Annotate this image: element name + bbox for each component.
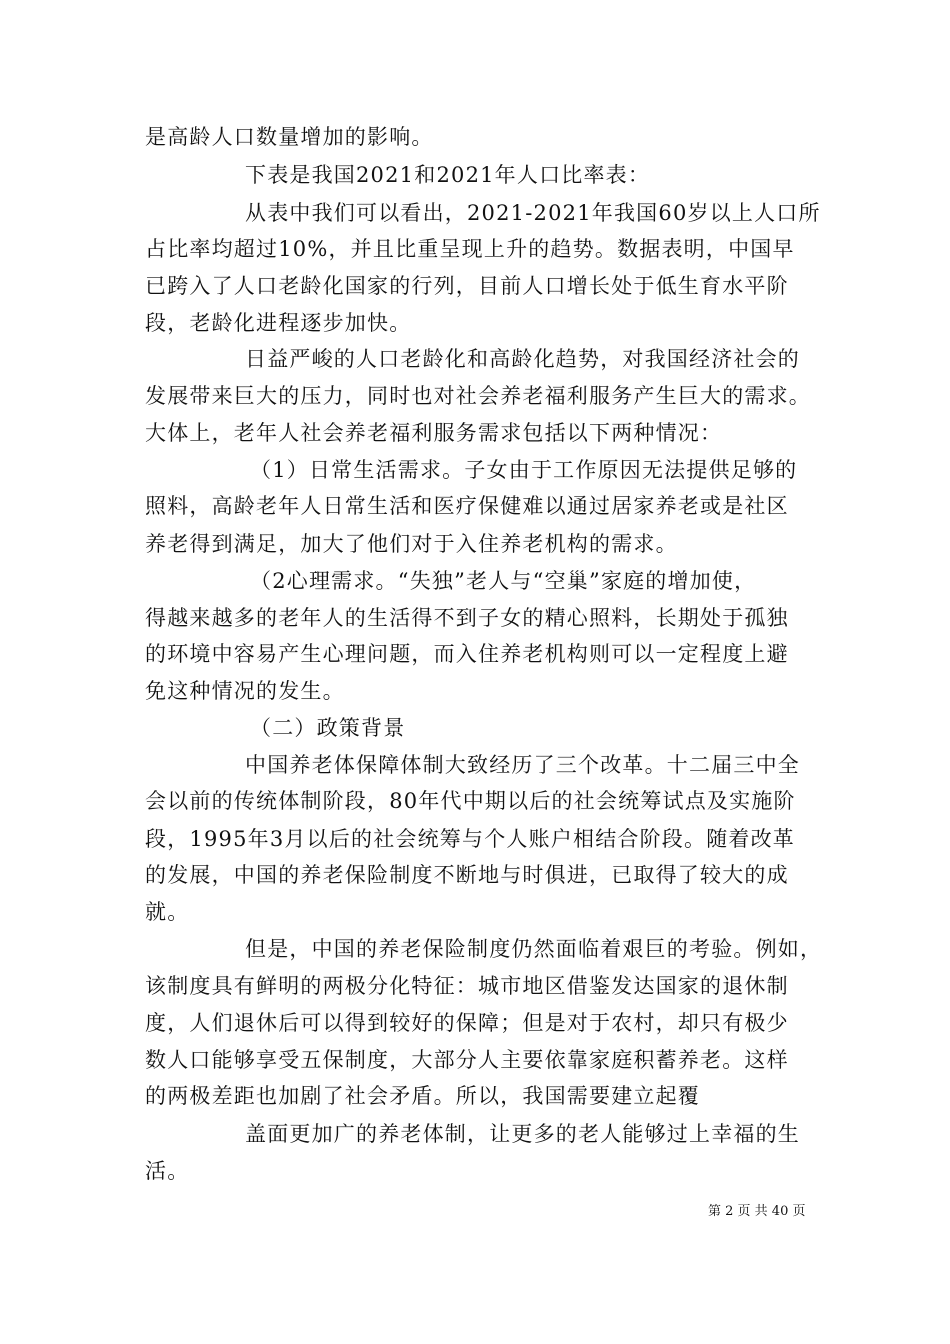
page-number: 第 2 页 共 40 页 bbox=[708, 1204, 806, 1219]
text-line: 得越来越多的老年人的生活得不到子女的精心照料，长期处于孤独 bbox=[145, 606, 789, 630]
text-line: 下表是我国2021和2021年人口比率表： bbox=[245, 163, 651, 187]
text-line: 数人口能够享受五保制度，大部分人主要依靠家庭积蓄养老。这样 bbox=[145, 1048, 789, 1072]
text-line: （1）日常生活需求。子女由于工作原因无法提供足够的 bbox=[250, 458, 798, 482]
text-line: 中国养老体保障体制大致经历了三个改革。十二届三中全 bbox=[245, 753, 800, 777]
text-line: 段，老龄化进程逐步加快。 bbox=[145, 311, 412, 335]
text-line: 照料，高龄老年人日常生活和医疗保健难以通过居家养老或是社区 bbox=[145, 494, 789, 518]
text-line: 该制度具有鲜明的两极分化特征：城市地区借鉴发达国家的退休制 bbox=[145, 974, 789, 998]
text-line: 占比率均超过10%，并且比重呈现上升的趋势。数据表明，中国早 bbox=[145, 237, 795, 261]
text-line: 从表中我们可以看出，2021-2021年我国60岁以上人口所 bbox=[245, 201, 821, 225]
text-line: 日益严峻的人口老龄化和高龄化趋势，对我国经济社会的 bbox=[245, 347, 800, 371]
text-line: 发展带来巨大的压力，同时也对社会养老福利服务产生巨大的需求。 bbox=[145, 384, 811, 408]
text-line: 活。 bbox=[145, 1159, 190, 1183]
text-line: 大体上，老年人社会养老福利服务需求包括以下两种情况： bbox=[145, 421, 723, 445]
text-line: 就。 bbox=[145, 900, 190, 924]
text-line: 养老得到满足，加大了他们对于入住养老机构的需求。 bbox=[145, 532, 678, 556]
text-line: 但是，中国的养老保险制度仍然面临着艰巨的考验。例如， bbox=[245, 937, 823, 961]
section-heading: （二）政策背景 bbox=[250, 716, 406, 740]
text-line: 的发展，中国的养老保险制度不断地与时俱进，已取得了较大的成 bbox=[145, 863, 789, 887]
text-line: 度，人们退休后可以得到较好的保障；但是对于农村，却只有极少 bbox=[145, 1011, 789, 1035]
text-line: 已跨入了人口老龄化国家的行列，目前人口增长处于低生育水平阶 bbox=[145, 274, 789, 298]
text-line: 盖面更加广的养老体制，让更多的老人能够过上幸福的生 bbox=[245, 1122, 800, 1146]
text-line: 免这种情况的发生。 bbox=[145, 679, 345, 703]
text-line: 段，1995年3月以后的社会统筹与个人账户相结合阶段。随着改革 bbox=[145, 827, 796, 851]
text-line: 是高龄人口数量增加的影响。 bbox=[145, 125, 434, 149]
text-line: 会以前的传统体制阶段，80年代中期以后的社会统筹试点及实施阶 bbox=[145, 789, 796, 813]
text-line: 的环境中容易产生心理问题，而入住养老机构则可以一定程度上避 bbox=[145, 642, 789, 666]
text-line: 的两极差距也加剧了社会矛盾。所以，我国需要建立起覆 bbox=[145, 1084, 700, 1108]
text-line: （2心理需求。“失独”老人与“空巢”家庭的增加使， bbox=[250, 569, 757, 593]
